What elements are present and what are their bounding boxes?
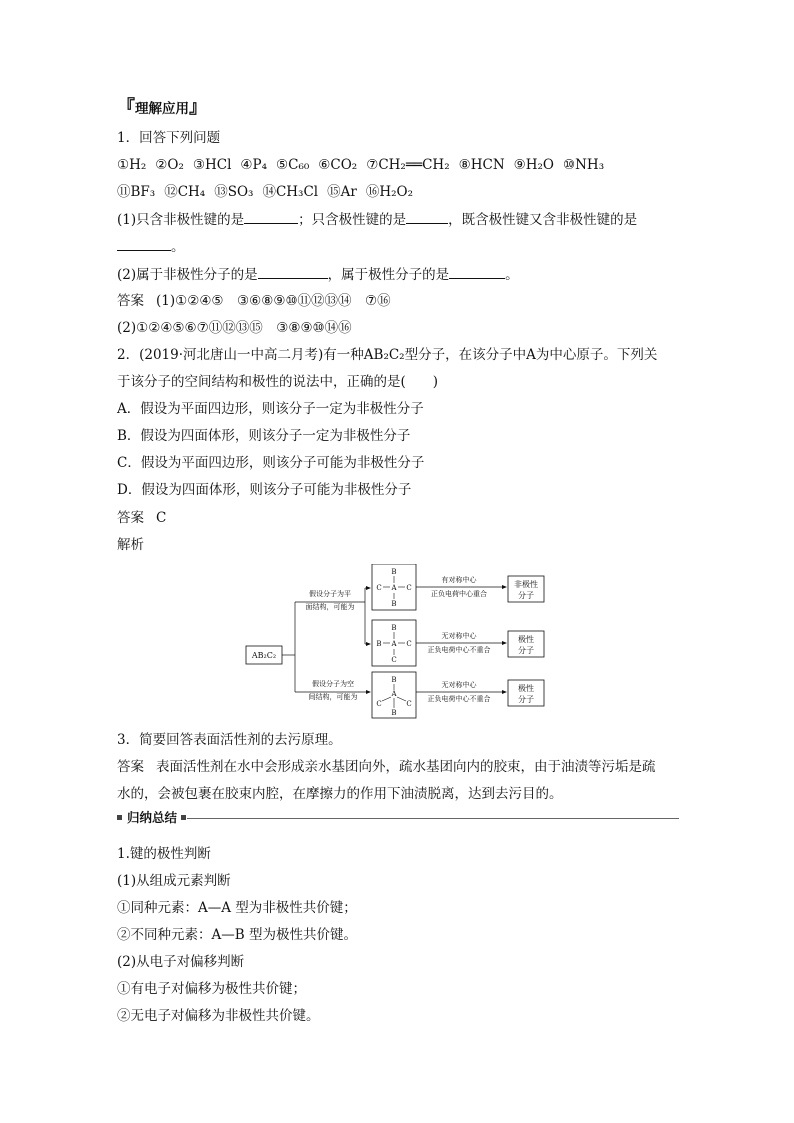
q1-stem: 1．回答下列问题 (117, 130, 221, 146)
q1-items-row2-list (117, 184, 413, 200)
molecule-item: ⑫CH₄ (164, 184, 206, 200)
atom-a: A (391, 640, 397, 648)
q2-option-b: B．假设为四面体形，则该分子一定为非极性分子 (117, 428, 411, 444)
s1-cond-1: 有对称中心 (441, 576, 477, 584)
molecule-item: ⑧HCN (458, 157, 505, 173)
molecule-item: ④P₄ (240, 157, 268, 173)
molecule-item: ⑥CO₂ (318, 157, 358, 173)
q2-stem-1: 2．(2019·河北唐山一中高二月考)有一种AB₂C₂型分子，在该分子中A为中心原子。下列关 (117, 347, 658, 363)
branch-planar-2: 面结构，可能为 (305, 603, 355, 611)
branch-tetra-2: 间结构，可能为 (308, 693, 358, 701)
molecule-item: ②O₂ (155, 157, 184, 173)
summary-h1: 1.键的极性判断 (117, 846, 211, 862)
atom-b: B (391, 709, 397, 717)
q2-answer-value: C (156, 510, 167, 526)
arrow-head (502, 690, 507, 694)
atom-c: C (391, 656, 397, 664)
arrow-head (502, 585, 507, 589)
s1-result-2: 分子 (518, 591, 534, 600)
q1-answer-line2: (2)①②④⑤⑥⑦⑪⑫⑬⑮ ③⑧⑨⑩⑭⑯ (117, 320, 352, 336)
arrow-head (502, 641, 507, 645)
atom-a: A (391, 584, 397, 592)
answer-label: 答案 (117, 759, 144, 775)
answer-label: 答案 (117, 293, 144, 309)
atom-b: B (391, 568, 397, 576)
summary-l1: ①同种元素：A—A 型为非极性共价键； (117, 900, 357, 916)
molecule-item: ⑩NH₃ (563, 157, 605, 173)
s2-cond-1: 无对称中心 (441, 632, 477, 640)
q2-option-a: A．假设为平面四边形，则该分子一定为非极性分子 (117, 401, 424, 417)
molecule-item: ⑪BF₃ (117, 184, 156, 200)
molecule-item: ⑭CH₃Cl (262, 184, 319, 200)
summary-l4: ②无电子对偏移为非极性共价键。 (117, 1008, 320, 1024)
q1-part2-a: (2)属于非极性分子的是 (117, 267, 258, 283)
q1-part1 (117, 209, 637, 230)
atom-c: C (376, 584, 382, 592)
atom-b: B (391, 676, 397, 684)
q3-answer-line1 (117, 757, 656, 777)
atom-b: B (391, 624, 397, 632)
square-bullet-icon (181, 815, 186, 820)
square-bullet-icon (117, 815, 122, 820)
molecule-item: ⑮Ar (327, 184, 357, 200)
q1-part2-end: 。 (505, 267, 519, 283)
q2-stem-2: 于该分子的空间结构和极性的说法中，正确的是( ) (117, 374, 439, 390)
blank-1[interactable] (244, 209, 298, 224)
polarity-flow-diagram (245, 564, 545, 720)
molecule-item: ⑨H₂O (513, 157, 554, 173)
s3-cond-2: 正负电荷中心不重合 (427, 695, 491, 703)
q1-part1-cont (117, 236, 185, 257)
branch-tetra-1: 假设分子为空 (312, 680, 354, 688)
summary-l2: ②不同种元素：A—B 型为极性共价键。 (117, 927, 357, 943)
atom-c: C (406, 584, 412, 592)
blank-4[interactable] (258, 264, 328, 279)
summary-title: 归纳总结 (127, 810, 178, 825)
s2-cond-2: 正负电荷中心不重合 (427, 646, 491, 654)
molecule-item: ①H₂ (117, 157, 147, 173)
summary-h1-2: (2)从电子对偏移判断 (117, 954, 245, 970)
s2-result-1: 极性 (518, 635, 534, 644)
molecule-item: ⑦CH₂══CH₂ (366, 157, 450, 173)
atom-c: C (406, 640, 412, 648)
q1-part1-end: 。 (171, 239, 185, 255)
summary-header (117, 808, 679, 828)
blank-2[interactable] (406, 209, 448, 224)
atom-b: B (376, 640, 382, 648)
summary-l3: ①有电子对偏移为极性共价键； (117, 981, 306, 997)
molecule-item: ⑬SO₃ (214, 184, 254, 200)
molecule-item: ⑯H₂O₂ (365, 184, 413, 200)
bond (382, 697, 391, 701)
s2-result-2: 分子 (518, 646, 534, 655)
molecule-item: ③HCl (192, 157, 232, 173)
bond (397, 697, 406, 701)
q1-items-row1 (117, 155, 604, 175)
q1-answer-1: (1)①②④⑤ ③⑥⑧⑨⑩⑪⑫⑬⑭ ⑦⑯ (156, 293, 391, 309)
s3-result-2: 分子 (518, 695, 534, 704)
blank-3[interactable] (117, 236, 171, 251)
blank-5[interactable] (449, 264, 505, 279)
summary-h1-1: (1)从组成元素判断 (117, 873, 231, 889)
arrow-head (366, 690, 371, 694)
divider (187, 818, 679, 819)
q3-answer-line2: 水的，会被包裹在胶束内腔，在摩擦力的作用下油渍脱离，达到去污目的。 (117, 786, 563, 802)
q1-part1-c: ，既含极性键又含非极性键的是 (448, 212, 638, 228)
open-bracket: 『 (117, 97, 135, 118)
q1-part1-a: (1)只含非极性键的是 (117, 212, 245, 228)
q2-answer (117, 508, 166, 528)
q1-part2-b: ，属于极性分子的是 (327, 267, 450, 283)
atom-c: C (376, 700, 382, 708)
q2-option-c: C．假设为平面四边形，则该分子可能为非极性分子 (117, 455, 425, 471)
branch-planar-1: 假设分子为平 (309, 590, 351, 598)
q1-part1-b: ；只含极性键的是 (298, 212, 407, 228)
s3-result-1: 极性 (518, 684, 534, 693)
section-title (117, 98, 207, 119)
atom-c: C (406, 700, 412, 708)
section-title-text: 理解应用 (135, 101, 189, 117)
q3-answer-1: 表面活性剂在水中会形成亲水基团向外，疏水基团向内的胶束，由于油渍等污垢是疏 (156, 759, 656, 775)
close-bracket: 』 (189, 97, 207, 118)
q3-stem: 3．简要回答表面活性剂的去污原理。 (117, 732, 342, 748)
q2-option-d: D．假设为四面体形，则该分子可能为非极性分子 (117, 482, 412, 498)
s1-cond-2: 正负电荷中心重合 (431, 590, 487, 598)
answer-label: 答案 (117, 510, 144, 526)
s1-result-1: 非极性 (514, 580, 538, 589)
q1-items-row2 (117, 182, 413, 202)
atom-b: B (391, 600, 397, 608)
q1-items-row1-list (117, 157, 604, 173)
start-label: AB₂C₂ (251, 651, 277, 660)
molecule-item: ⑤C₆₀ (276, 157, 310, 173)
q1-answer-line1 (117, 291, 391, 311)
q1-part2 (117, 264, 519, 285)
q2-analysis-label: 解析 (117, 537, 144, 553)
s3-cond-1: 无对称中心 (441, 681, 477, 689)
atom-a: A (391, 690, 397, 698)
